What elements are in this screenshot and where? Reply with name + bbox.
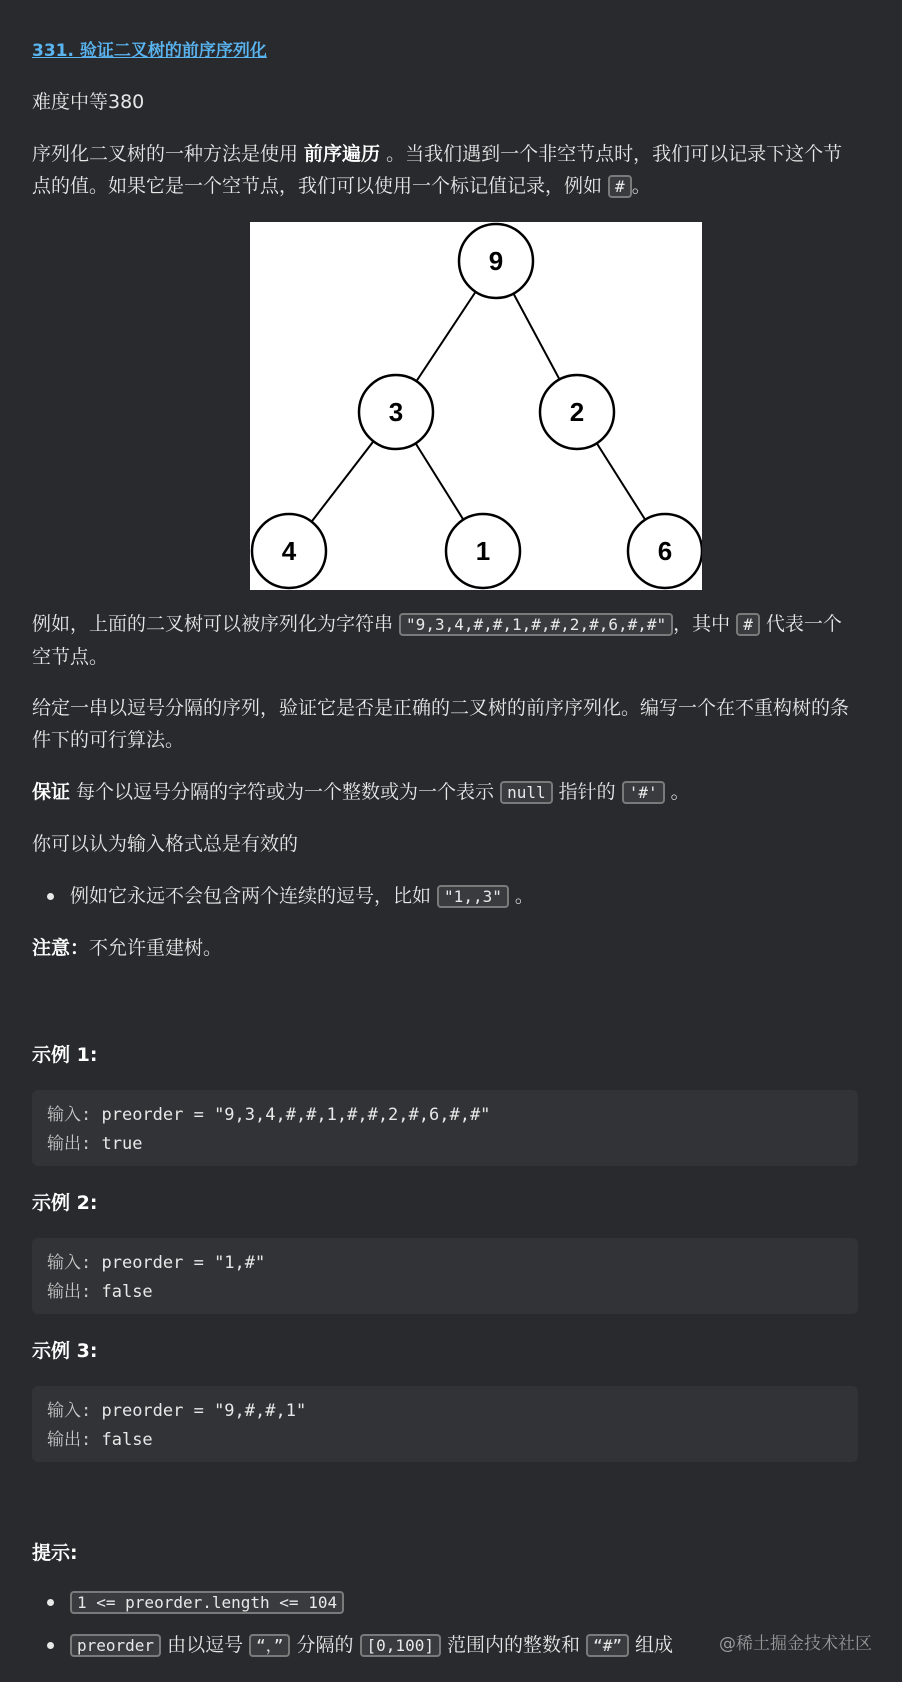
example-output-line bbox=[47, 1426, 843, 1455]
guarantee-bold: 保证 bbox=[32, 781, 71, 803]
example-paragraph bbox=[32, 608, 852, 673]
tree-node-label: 2 bbox=[569, 397, 585, 427]
paragraph-text: 指针的 bbox=[552, 781, 622, 803]
example-code-block bbox=[32, 1090, 858, 1166]
hint-text: 组成 bbox=[628, 1634, 674, 1656]
intro-paragraph bbox=[32, 138, 852, 203]
output-value: true bbox=[91, 1134, 143, 1154]
valid-note: 你可以认为输入格式总是有效的 bbox=[32, 833, 299, 855]
list-item-text: 例如它永远不会包含两个连续的逗号，比如 bbox=[70, 885, 438, 907]
intro-text: 。 bbox=[631, 175, 651, 197]
example-output-line bbox=[47, 1278, 843, 1307]
inline-code: # bbox=[736, 613, 760, 636]
note-paragraph bbox=[32, 932, 222, 964]
input-label: 输入: bbox=[47, 1105, 92, 1125]
problem-title-link[interactable]: 331. 验证二叉树的前序序列化 bbox=[32, 41, 267, 61]
example-title: 示例 2: bbox=[32, 1192, 98, 1214]
list-item bbox=[32, 880, 534, 913]
paragraph-text: ，其中 bbox=[673, 613, 737, 635]
paragraph-text: 代表一个空节点。 bbox=[32, 613, 842, 668]
tree-node-label: 3 bbox=[388, 397, 404, 427]
inline-code: # bbox=[608, 175, 632, 198]
inline-code: [0,100] bbox=[360, 1634, 441, 1657]
inline-code: null bbox=[500, 781, 553, 804]
note-bold: 注意： bbox=[32, 937, 90, 959]
task-paragraph: 给定一串以逗号分隔的序列，验证它是否是正确的二叉树的前序序列化。编写一个在不重构树的条件下的可行算法。 bbox=[32, 697, 850, 751]
input-value: preorder = "9,#,#,1" bbox=[91, 1401, 307, 1421]
tree-node-label: 4 bbox=[281, 536, 297, 566]
output-label: 输出: bbox=[47, 1134, 92, 1154]
inline-code: "1,,3" bbox=[437, 885, 509, 908]
output-value: false bbox=[91, 1430, 153, 1450]
hints-list bbox=[32, 1586, 673, 1662]
paragraph-text: 每个以逗号分隔的字符或为一个整数或为一个表示 bbox=[70, 781, 501, 803]
inline-code: preorder bbox=[70, 1634, 161, 1657]
example-code-block bbox=[32, 1238, 858, 1314]
output-label: 输出: bbox=[47, 1430, 92, 1450]
example-input-line bbox=[47, 1397, 843, 1426]
intro-text: 。当我们遇到一个非空节点时，我们可以记录下这个节点的值。如果它是一个空节点，我们可以使用一个标记值记录，例如 bbox=[32, 143, 843, 197]
intro-bold: 前序遍历 bbox=[304, 143, 381, 165]
inline-code: "9,3,4,#,#,1,#,#,2,#,6,#,#" bbox=[399, 613, 673, 636]
example-output-line bbox=[47, 1130, 843, 1159]
example-title: 示例 3: bbox=[32, 1340, 98, 1362]
watermark: @稀土掘金技术社区 bbox=[719, 1634, 872, 1654]
hint-text: 由以逗号 bbox=[161, 1634, 250, 1656]
example-title: 示例 1: bbox=[32, 1044, 98, 1066]
input-label: 输入: bbox=[47, 1253, 92, 1273]
tree-svg bbox=[250, 222, 702, 590]
tree-node-label: 6 bbox=[657, 536, 673, 566]
list-item-text: 。 bbox=[508, 885, 534, 907]
paragraph-text: 不允许重建树。 bbox=[89, 937, 223, 959]
inline-code: 1 <= preorder.length <= 104 bbox=[70, 1591, 344, 1614]
output-label: 输出: bbox=[47, 1282, 92, 1302]
inline-code: “，” bbox=[249, 1634, 290, 1657]
inline-code: “#” bbox=[586, 1634, 629, 1657]
inline-code: '#' bbox=[622, 781, 665, 804]
input-label: 输入: bbox=[47, 1401, 92, 1421]
hint-item bbox=[32, 1586, 673, 1619]
hints-title: 提示: bbox=[32, 1542, 78, 1564]
paragraph-text: 例如，上面的二叉树可以被序列化为字符串 bbox=[32, 613, 400, 635]
tree-node-label: 9 bbox=[488, 246, 504, 276]
example-input-line bbox=[47, 1249, 843, 1278]
hint-item bbox=[32, 1629, 673, 1662]
input-value: preorder = "1,#" bbox=[91, 1253, 266, 1273]
difficulty-label: 难度中等380 bbox=[32, 91, 145, 113]
guarantee-paragraph bbox=[32, 776, 690, 809]
example-input-line bbox=[47, 1101, 843, 1130]
binary-tree-diagram bbox=[250, 222, 702, 590]
hint-text: 分隔的 bbox=[290, 1634, 360, 1656]
hint-text: 范围内的整数和 bbox=[440, 1634, 587, 1656]
note-list bbox=[32, 880, 534, 913]
input-value: preorder = "9,3,4,#,#,1,#,#,2,#,6,#,#" bbox=[91, 1105, 491, 1125]
output-value: false bbox=[91, 1282, 153, 1302]
intro-text: 序列化二叉树的一种方法是使用 bbox=[32, 143, 305, 165]
paragraph-text: 。 bbox=[664, 781, 690, 803]
example-code-block bbox=[32, 1386, 858, 1462]
tree-node-label: 1 bbox=[475, 536, 491, 566]
